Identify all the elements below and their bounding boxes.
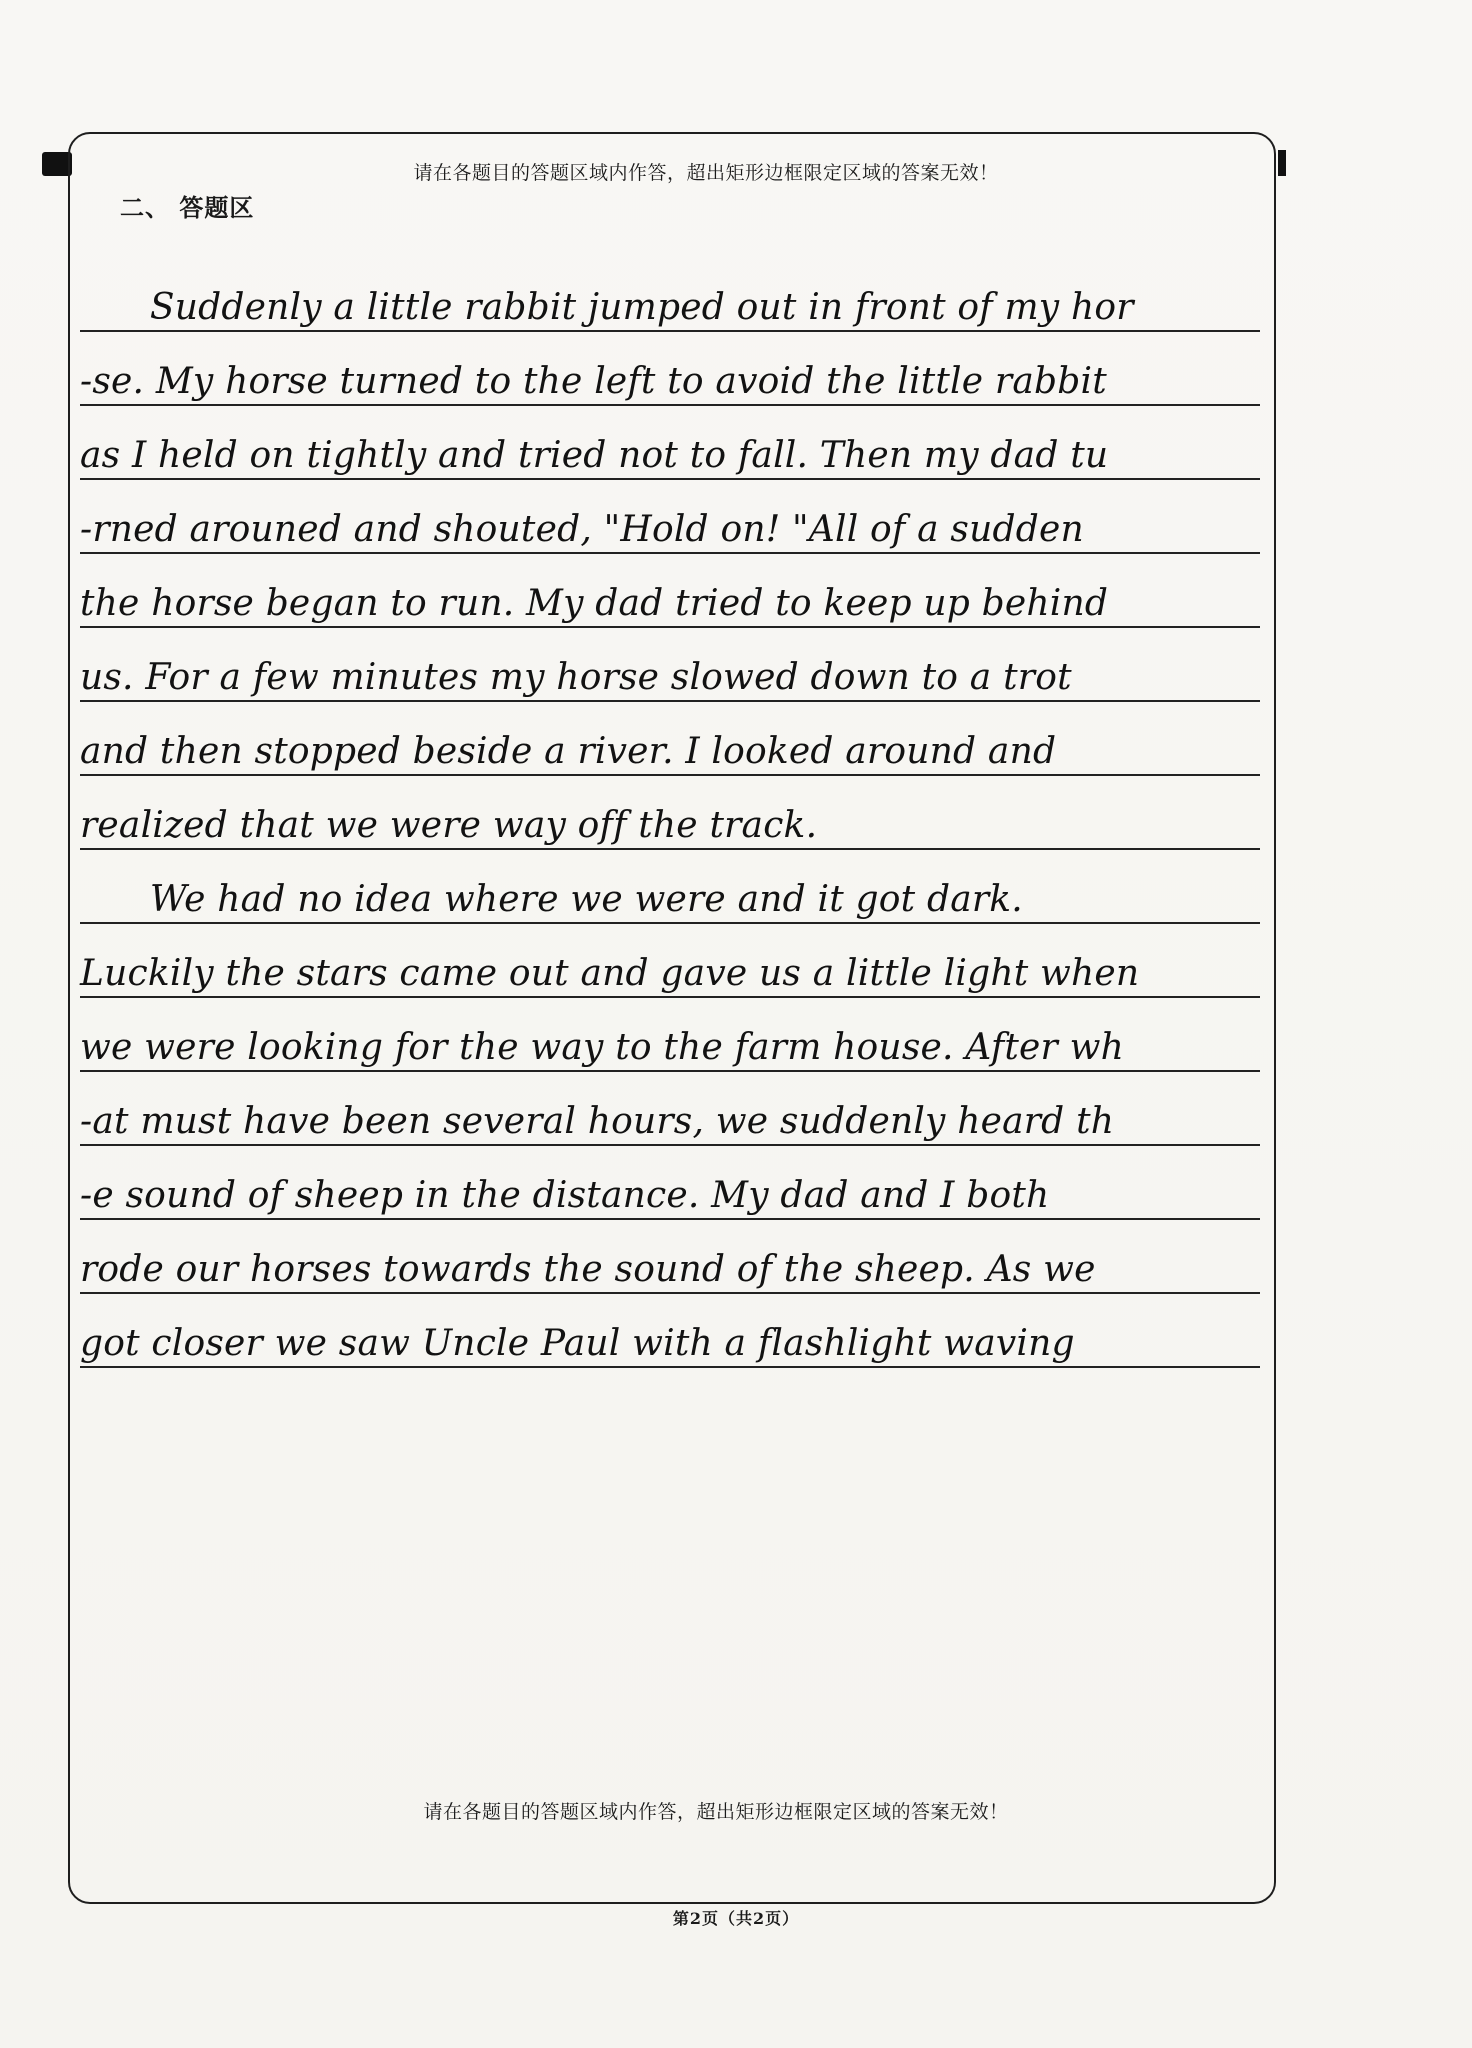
- answer-line: [80, 706, 1290, 780]
- answer-line-text: -e sound of sheep in the distance. My dad and I both: [80, 1175, 1050, 1216]
- answer-line-rule: [80, 700, 1260, 702]
- answer-line: [80, 262, 1290, 336]
- answer-line: [80, 558, 1290, 632]
- answer-line-text: us. For a few minutes my horse slowed down to a trot: [80, 657, 1072, 698]
- answer-line-text: -at must have been several hours, we suddenly heard th: [80, 1101, 1115, 1142]
- answer-line: [80, 484, 1290, 558]
- answer-line-text: and then stopped beside a river. I looked around and: [80, 731, 1057, 772]
- answer-line-text: We had no idea where we were and it got dark.: [80, 879, 1023, 920]
- answer-line-text: Luckily the stars came out and gave us a little light when: [80, 953, 1140, 994]
- answer-line-rule: [80, 1218, 1260, 1220]
- answer-line-rule: [80, 478, 1260, 480]
- page-number: 第2页（共2页）: [672, 1909, 800, 1928]
- answer-line-text: the horse began to run. My dad tried to keep up behind: [80, 583, 1109, 624]
- answer-line: [80, 1002, 1290, 1076]
- answer-line-rule: [80, 1292, 1260, 1294]
- answer-line-rule: [80, 330, 1260, 332]
- answer-line: [80, 1224, 1290, 1298]
- answer-line-text: rode our horses towards the sound of the sheep. As we: [80, 1249, 1096, 1290]
- top-notice: 请在各题目的答题区域内作答，超出矩形边框限定区域的答案无效！: [413, 162, 999, 184]
- answer-line-rule: [80, 848, 1260, 850]
- answer-line-text: realized that we were way off the track.: [80, 805, 818, 846]
- answer-line-rule: [80, 774, 1260, 776]
- answer-line-rule: [80, 404, 1260, 406]
- answer-line-text: we were looking for the way to the farm house. After wh: [80, 1027, 1124, 1068]
- answer-line: [80, 854, 1290, 928]
- answer-line-text: -se. My horse turned to the left to avoid the little rabbit: [80, 361, 1107, 402]
- answer-line-text: Suddenly a little rabbit jumped out in front of my hor: [80, 287, 1134, 328]
- answer-line: [80, 780, 1290, 854]
- answer-line-rule: [80, 552, 1260, 554]
- answer-line: [80, 1076, 1290, 1150]
- answer-line: [80, 632, 1290, 706]
- answer-line-text: -rned arouned and shouted, "Hold on! "All of a sudden: [80, 509, 1084, 550]
- answer-line: [80, 1150, 1290, 1224]
- answer-line: [80, 1298, 1290, 1372]
- answer-line-rule: [80, 1366, 1260, 1368]
- answer-line: [80, 410, 1290, 484]
- answer-line: [80, 336, 1290, 410]
- answer-line-rule: [80, 996, 1260, 998]
- answer-line-text: got closer we saw Uncle Paul with a flashlight waving: [80, 1323, 1075, 1364]
- answer-line-rule: [80, 1070, 1260, 1072]
- answer-lines: [80, 262, 1290, 1372]
- answer-line-rule: [80, 626, 1260, 628]
- bottom-notice: 请在各题目的答题区域内作答，超出矩形边框限定区域的答案无效！: [423, 1801, 1009, 1823]
- answer-line-rule: [80, 922, 1260, 924]
- section-title: 二、 答题区: [120, 193, 255, 222]
- answer-line: [80, 928, 1290, 1002]
- answer-line-rule: [80, 1144, 1260, 1146]
- answer-line-text: as I held on tightly and tried not to fall. Then my dad tu: [80, 435, 1109, 476]
